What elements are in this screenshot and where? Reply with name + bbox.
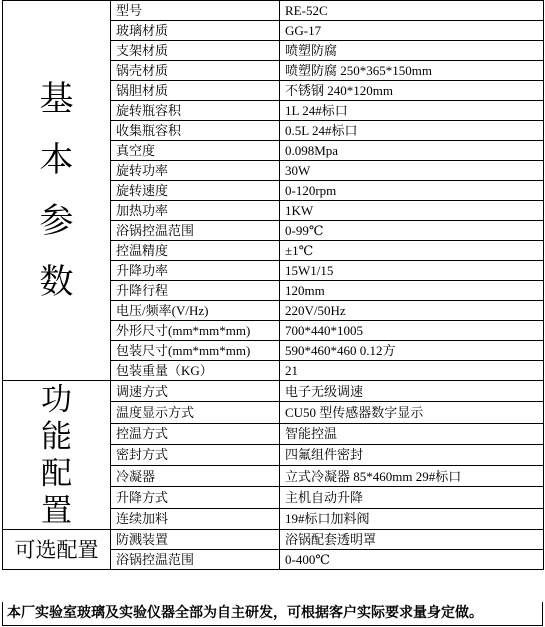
function-category-cell bbox=[3, 381, 111, 530]
spec-table bbox=[2, 0, 544, 570]
basic-value-cell: 15W1/15 bbox=[280, 261, 544, 281]
basic-label-cell: 包装重量（KG） bbox=[111, 361, 280, 381]
function-value-cell: 四氟组件密封 bbox=[280, 444, 544, 465]
basic-category-char: 基 bbox=[39, 80, 74, 118]
function-value-cell: 主机自动升降 bbox=[280, 487, 544, 508]
basic-label-cell: 玻璃材质 bbox=[111, 21, 280, 41]
function-category-char: 配 bbox=[41, 456, 72, 491]
basic-label-cell: 包装尺寸(mm*mm*mm) bbox=[111, 341, 280, 361]
basic-value-cell: 1KW bbox=[280, 201, 544, 221]
basic-category-cell bbox=[3, 1, 111, 381]
function-value-cell: CU50 型传感器数字显示 bbox=[280, 402, 544, 423]
basic-value-cell: 0.5L 24#标口 bbox=[280, 121, 544, 141]
basic-value-cell: 30W bbox=[280, 161, 544, 181]
basic-value-cell: 喷塑防腐 250*365*150mm bbox=[280, 61, 544, 81]
basic-value-cell: 喷塑防腐 bbox=[280, 41, 544, 61]
basic-value-cell: 不锈钢 240*120mm bbox=[280, 81, 544, 101]
basic-label-cell: 控温精度 bbox=[111, 241, 280, 261]
function-label-cell: 温度显示方式 bbox=[111, 402, 280, 423]
function-row bbox=[3, 381, 544, 402]
function-label-cell: 升降方式 bbox=[111, 487, 280, 508]
basic-value-cell: 220V/50Hz bbox=[280, 301, 544, 321]
basic-category-char: 参 bbox=[39, 202, 74, 240]
basic-label-cell: 真空度 bbox=[111, 141, 280, 161]
basic-value-cell: 120mm bbox=[280, 281, 544, 301]
basic-label-cell: 升降功率 bbox=[111, 261, 280, 281]
basic-value-cell: 0.098Mpa bbox=[280, 141, 544, 161]
function-value-cell: 19#标口加料阀 bbox=[280, 508, 544, 529]
function-value-cell: 立式冷凝器 85*460mm 29#标口 bbox=[280, 466, 544, 487]
basic-value-cell: ±1℃ bbox=[280, 241, 544, 261]
optional-category-label: 可选配置 bbox=[14, 537, 99, 562]
basic-label-cell: 旋转速度 bbox=[111, 181, 280, 201]
function-category-char: 置 bbox=[41, 493, 72, 528]
footer-note: 本厂实验室玻璃及实验仪器全部为自主研发，可根据客户实际要求量身定做。 bbox=[2, 602, 543, 626]
optional-category-cell bbox=[3, 530, 111, 570]
basic-label-cell: 电压/频率(V/Hz) bbox=[111, 301, 280, 321]
basic-label-cell: 锅壳材质 bbox=[111, 61, 280, 81]
optional-label-cell: 浴锅控温范围 bbox=[111, 550, 280, 570]
spec-table-body bbox=[3, 1, 544, 570]
basic-label-cell: 外形尺寸(mm*mm*mm) bbox=[111, 321, 280, 341]
basic-value-cell: GG-17 bbox=[280, 21, 544, 41]
basic-label-cell: 收集瓶容积 bbox=[111, 121, 280, 141]
basic-label-cell: 型号 bbox=[111, 1, 280, 21]
basic-label-cell: 加热功率 bbox=[111, 201, 280, 221]
basic-row bbox=[3, 1, 544, 21]
basic-label-cell: 浴锅控温范围 bbox=[111, 221, 280, 241]
optional-label-cell: 防溅装置 bbox=[111, 530, 280, 550]
basic-value-cell: 0-99℃ bbox=[280, 221, 544, 241]
basic-value-cell: 0-120rpm bbox=[280, 181, 544, 201]
optional-value-cell: 0-400℃ bbox=[280, 550, 544, 570]
basic-value-cell: 700*440*1005 bbox=[280, 321, 544, 341]
basic-label-cell: 旋转功率 bbox=[111, 161, 280, 181]
function-category-char: 功 bbox=[41, 382, 72, 417]
function-value-cell: 智能控温 bbox=[280, 423, 544, 444]
basic-label-cell: 支架材质 bbox=[111, 41, 280, 61]
basic-label-cell: 锅胆材质 bbox=[111, 81, 280, 101]
function-label-cell: 冷凝器 bbox=[111, 466, 280, 487]
function-value-cell: 电子无级调速 bbox=[280, 381, 544, 402]
basic-value-cell: RE-52C bbox=[280, 1, 544, 21]
basic-value-cell: 1L 24#标口 bbox=[280, 101, 544, 121]
basic-label-cell: 旋转瓶容积 bbox=[111, 101, 280, 121]
optional-row bbox=[3, 530, 544, 550]
function-label-cell: 连续加料 bbox=[111, 508, 280, 529]
optional-value-cell: 浴锅配套透明罩 bbox=[280, 530, 544, 550]
function-label-cell: 调速方式 bbox=[111, 381, 280, 402]
function-label-cell: 密封方式 bbox=[111, 444, 280, 465]
basic-category-char: 本 bbox=[39, 141, 74, 179]
basic-label-cell: 升降行程 bbox=[111, 281, 280, 301]
function-category-char: 能 bbox=[41, 419, 72, 454]
basic-value-cell: 590*460*460 0.12方 bbox=[280, 341, 544, 361]
function-label-cell: 控温方式 bbox=[111, 423, 280, 444]
basic-value-cell: 21 bbox=[280, 361, 544, 381]
basic-category-char: 数 bbox=[39, 263, 74, 301]
